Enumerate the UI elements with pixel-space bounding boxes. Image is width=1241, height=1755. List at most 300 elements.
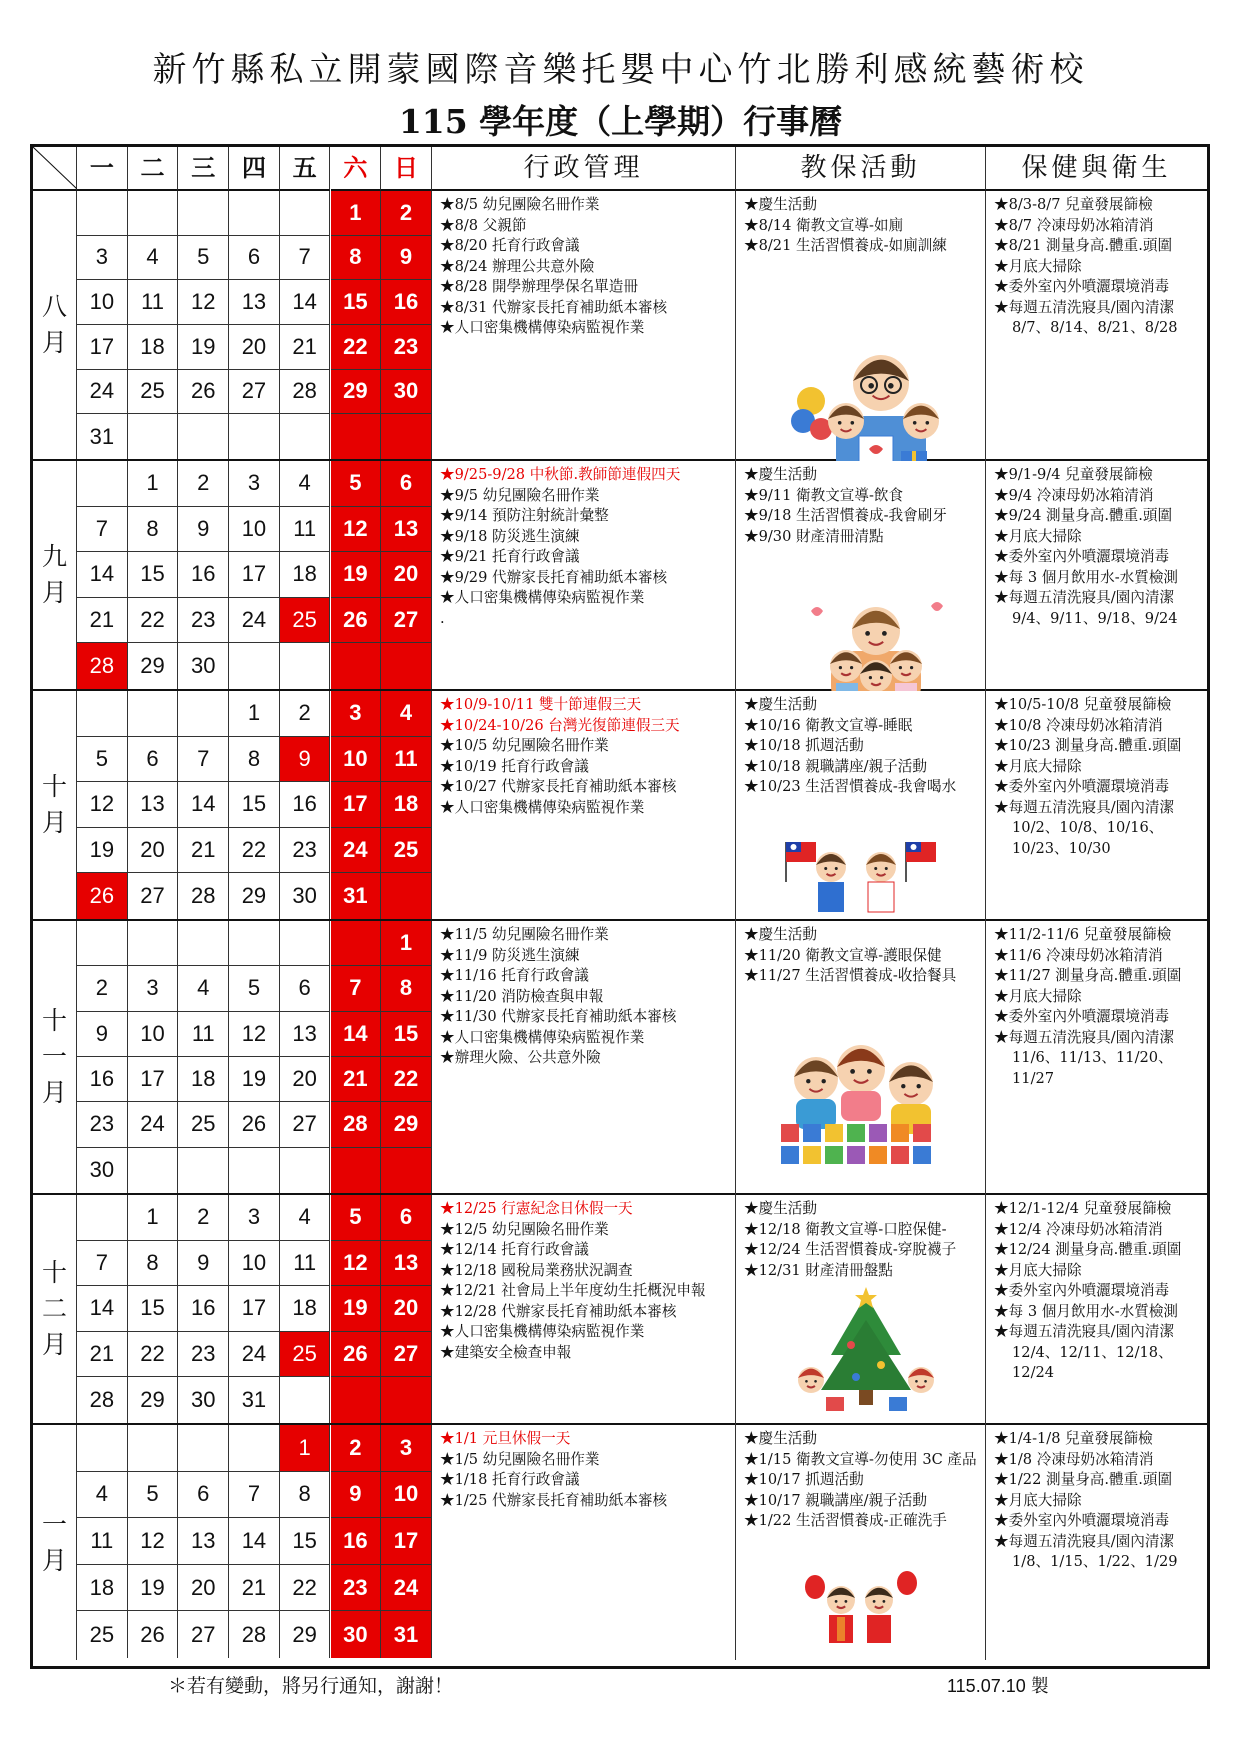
health-item: ★12/24 測量身高.體重.頭圍: [994, 1241, 1182, 1258]
day-cell: 1: [229, 691, 280, 737]
activities-item: ★慶生活動: [744, 696, 817, 713]
day-cell: 1: [280, 1425, 331, 1472]
day-cell: 22: [331, 325, 382, 370]
day-cell: 28: [77, 1377, 128, 1423]
day-cell: [381, 414, 432, 459]
health-item: ★月底大掃除: [994, 757, 1082, 775]
admin-item: ★9/18 防災逃生演練: [440, 527, 580, 545]
day-cell: [77, 461, 128, 507]
activities-item: ★10/23 生活習慣養成-我會喝水: [744, 778, 957, 795]
health-item: ★月底大掃除: [994, 1261, 1082, 1279]
day-cell: 8: [128, 1241, 179, 1287]
day-cell: 13: [229, 280, 280, 325]
health-item: ★10/8 冷凍母奶冰箱清消: [994, 716, 1163, 734]
christmas-tree-illustration: [791, 1285, 941, 1415]
day-cell: 21: [77, 598, 128, 644]
day-cell: 3: [77, 236, 128, 281]
health-column: [986, 191, 1207, 461]
day-cell: 7: [229, 1472, 280, 1519]
admin-item: ★10/19 托育行政會議: [440, 757, 589, 775]
admin-item: ★11/20 消防檢查與申報: [440, 987, 604, 1005]
day-cell: [381, 643, 432, 689]
day-cell: [229, 191, 280, 236]
day-cell: 25: [178, 1102, 229, 1147]
children-with-flags-illustration: [776, 837, 946, 917]
day-cell: 25: [77, 1611, 128, 1658]
month-label-char: 月: [41, 1330, 67, 1359]
day-cell: [178, 1425, 229, 1472]
day-cell: 20: [280, 1057, 331, 1102]
activities-column: [736, 921, 986, 1195]
admin-item: ★11/9 防災逃生演練: [440, 946, 580, 964]
health-column: [986, 691, 1207, 921]
day-cell: 10: [128, 1012, 179, 1057]
day-cell: 25: [280, 1332, 331, 1378]
health-item: ★9/1-9/4 兒童發展篩檢: [994, 466, 1153, 483]
admin-item: ★12/18 國稅局業務狀況調查: [440, 1261, 633, 1279]
day-cell: 21: [280, 325, 331, 370]
header-corner: [33, 147, 77, 191]
day-cell: 15: [229, 782, 280, 828]
day-cell: 14: [77, 552, 128, 598]
admin-item: ★人口密集機構傳染病監視作業: [440, 319, 645, 336]
day-cell: 20: [381, 1286, 432, 1332]
health-item: 10/2、10/8、10/16、10/23、10/30: [1012, 819, 1164, 857]
month-block: [33, 921, 1207, 1195]
day-cell: [229, 921, 280, 966]
month-label-char: 二: [41, 1294, 67, 1323]
day-cell: 19: [77, 828, 128, 874]
activities-column: [736, 1195, 986, 1425]
day-cell: 6: [280, 966, 331, 1011]
day-cell: [381, 1148, 432, 1193]
day-cell: 8: [331, 236, 382, 281]
activities-item: ★慶生活動: [744, 196, 817, 213]
day-cell: [178, 191, 229, 236]
day-cell: 29: [128, 643, 179, 689]
day-cell: 1: [128, 1195, 179, 1241]
weekday-header-sat: 六: [331, 147, 382, 191]
day-cell: 22: [128, 1332, 179, 1378]
activities-item: ★9/18 生活習慣養成-我會刷牙: [744, 507, 947, 524]
day-cell: 30: [77, 1148, 128, 1193]
day-cell: 23: [178, 1332, 229, 1378]
activities-item: ★11/20 衛教文宣導-護眼保健: [744, 946, 942, 964]
activities-item: ★12/24 生活習慣養成-穿脫襪子: [744, 1241, 957, 1258]
day-cell: 19: [331, 552, 382, 598]
day-cell: 26: [178, 370, 229, 415]
day-cell: 11: [280, 1241, 331, 1287]
day-cell: 5: [229, 966, 280, 1011]
day-cell: [77, 1195, 128, 1241]
admin-column: [432, 1195, 736, 1425]
admin-item: ★12/21 社會局上半年度幼生托概況申報: [440, 1282, 706, 1299]
day-cell: 28: [229, 1611, 280, 1658]
health-item: 8/7、8/14、8/21、8/28: [1012, 319, 1178, 336]
day-cell: 14: [178, 782, 229, 828]
month-label-char: 月: [41, 578, 67, 607]
day-cell: 29: [280, 1611, 331, 1658]
health-column: [986, 461, 1207, 691]
admin-item: ★9/14 預防注射統計彙整: [440, 507, 609, 524]
day-cell: 9: [381, 236, 432, 281]
activities-column: [736, 691, 986, 921]
day-cell: 9: [178, 507, 229, 553]
month-block: [33, 461, 1207, 691]
month-label-char: 十: [41, 1258, 67, 1287]
day-cell: 14: [280, 280, 331, 325]
day-cell: 23: [77, 1102, 128, 1147]
day-cell: 31: [331, 873, 382, 919]
day-cell: 2: [178, 461, 229, 507]
month-label: [33, 191, 77, 459]
day-cell: [229, 414, 280, 459]
month-label: [33, 1425, 77, 1660]
admin-item: ★8/5 幼兒團險名冊作業: [440, 196, 600, 213]
admin-item: ★人口密集機構傳染病監視作業: [440, 589, 645, 606]
day-cell: 6: [128, 737, 179, 783]
health-item: ★月底大掃除: [994, 257, 1082, 275]
day-cell: 7: [331, 966, 382, 1011]
day-cell: 18: [381, 782, 432, 828]
day-cell: [381, 1377, 432, 1423]
activities-item: ★12/18 衛教文宣導-口腔保健-: [744, 1220, 947, 1238]
health-item: ★委外室內外噴灑環境消毒: [994, 278, 1170, 295]
health-item: ★1/22 測量身高.體重.頭圍: [994, 1471, 1173, 1488]
admin-item: ★12/5 幼兒團險名冊作業: [440, 1220, 609, 1238]
day-cell: [77, 691, 128, 737]
day-cell: 16: [77, 1057, 128, 1102]
health-item: ★8/7 冷凍母奶冰箱清消: [994, 216, 1154, 234]
day-cell: 28: [178, 873, 229, 919]
day-cell: 19: [331, 1286, 382, 1332]
admin-column: [432, 1425, 736, 1660]
day-cell: [280, 643, 331, 689]
day-cell: 21: [229, 1565, 280, 1612]
activities-item: ★10/17 抓週活動: [744, 1471, 864, 1488]
day-cell: 1: [381, 921, 432, 966]
admin-item: ★人口密集機構傳染病監視作業: [440, 798, 645, 816]
admin-item: ★10/27 代辦家長托育補助紙本審核: [440, 778, 677, 795]
month-label-char: 一: [41, 1509, 67, 1539]
day-cell: 31: [229, 1377, 280, 1423]
day-cell: 28: [280, 370, 331, 415]
day-cell: 25: [280, 598, 331, 644]
day-cell: 5: [178, 236, 229, 281]
day-cell: 16: [178, 1286, 229, 1332]
day-cell: 30: [280, 873, 331, 919]
admin-item: ★10/9-10/11 雙十節連假三天: [440, 696, 642, 713]
month-label: [33, 921, 77, 1193]
day-cell: 9: [280, 737, 331, 783]
day-cell: 18: [128, 325, 179, 370]
day-cell: 10: [229, 1241, 280, 1287]
activities-item: ★1/15 衛教文宣導-勿使用 3C 產品: [744, 1450, 977, 1468]
admin-item: ★9/29 代辦家長托育補助紙本審核: [440, 568, 668, 586]
month-label: [33, 691, 77, 919]
weekday-header-wed: 三: [178, 147, 229, 191]
day-cell: 3: [229, 461, 280, 507]
day-cell: [280, 921, 331, 966]
made-date: 115.07.10 製: [947, 1676, 1049, 1696]
day-cell: 10: [381, 1472, 432, 1519]
day-cell: 4: [381, 691, 432, 737]
day-cell: 22: [128, 598, 179, 644]
day-cell: 24: [229, 598, 280, 644]
day-cell: 30: [331, 1611, 382, 1658]
weekday-header-mon: 一: [77, 147, 128, 191]
day-cell: 23: [381, 325, 432, 370]
admin-item: ★8/28 開學辦理學保名單造冊: [440, 278, 638, 295]
day-cell: 3: [128, 966, 179, 1011]
teacher-hugging-children-illustration: [791, 591, 961, 691]
day-cell: 16: [178, 552, 229, 598]
day-cell: 3: [331, 691, 382, 737]
admin-item: ★8/31 代辦家長托育補助紙本審核: [440, 298, 668, 316]
day-cell: [331, 1377, 382, 1423]
day-cell: 5: [331, 1195, 382, 1241]
day-cell: 12: [331, 1241, 382, 1287]
father-and-children-illustration: [781, 321, 971, 461]
health-item: ★委外室內外噴灑環境消毒: [994, 548, 1170, 565]
day-cell: 13: [280, 1012, 331, 1057]
admin-item: ★12/14 托育行政會議: [440, 1241, 589, 1258]
day-cell: 20: [229, 325, 280, 370]
footnote: ＊若有變動，將另行通知，謝謝！: [168, 1675, 454, 1697]
children-playing-blocks-illustration: [766, 1029, 956, 1179]
admin-item: ★8/20 托育行政會議: [440, 237, 580, 254]
month-block: [33, 1195, 1207, 1425]
health-item: ★1/8 冷凍母奶冰箱清消: [994, 1450, 1154, 1468]
admin-item: ★建築安全檢查申報: [440, 1343, 572, 1361]
day-cell: [178, 1148, 229, 1193]
day-cell: [128, 1148, 179, 1193]
day-cell: [178, 691, 229, 737]
day-cell: [280, 1377, 331, 1423]
activities-item: ★9/30 財產清冊清點: [744, 527, 884, 545]
day-cell: 11: [178, 1012, 229, 1057]
month-label-char: 月: [41, 808, 67, 837]
page-subtitle: 115 學年度（上學期）行事曆: [398, 102, 843, 141]
day-cell: [128, 414, 179, 459]
day-cell: 9: [331, 1472, 382, 1519]
admin-item: ★11/30 代辦家長托育補助紙本審核: [440, 1008, 677, 1025]
day-cell: 20: [128, 828, 179, 874]
day-cell: 5: [77, 737, 128, 783]
page-title: 新竹縣私立開蒙國際音樂托嬰中心竹北勝利感統藝術校: [152, 50, 1089, 90]
day-cell: 26: [331, 1332, 382, 1378]
activities-item: ★10/17 親職講座/親子活動: [744, 1491, 927, 1509]
day-cell: 6: [178, 1472, 229, 1519]
health-item: ★11/2-11/6 兒童發展篩檢: [994, 926, 1172, 943]
month-block: [33, 191, 1207, 461]
weekday-header-tue: 二: [128, 147, 179, 191]
day-cell: 24: [331, 828, 382, 874]
day-cell: 25: [128, 370, 179, 415]
day-cell: 17: [331, 782, 382, 828]
day-cell: 10: [331, 737, 382, 783]
day-cell: 22: [381, 1057, 432, 1102]
day-cell: 17: [381, 1518, 432, 1565]
day-cell: 4: [280, 461, 331, 507]
day-cell: 6: [381, 461, 432, 507]
health-column-header: 保健與衛生: [986, 147, 1207, 191]
day-cell: [331, 643, 382, 689]
day-cell: 24: [229, 1332, 280, 1378]
month-label: [33, 1195, 77, 1423]
day-cell: 15: [280, 1518, 331, 1565]
day-cell: 24: [128, 1102, 179, 1147]
day-cell: 7: [280, 236, 331, 281]
calendar-table: [30, 144, 1210, 1669]
day-cell: 13: [128, 782, 179, 828]
activities-column-header: 教保活動: [736, 147, 986, 191]
health-item: ★11/6 冷凍母奶冰箱清消: [994, 946, 1163, 964]
day-cell: 12: [331, 507, 382, 553]
day-cell: 15: [381, 1012, 432, 1057]
admin-item: ★10/5 幼兒團險名冊作業: [440, 737, 609, 754]
day-cell: 21: [178, 828, 229, 874]
month-label: [33, 461, 77, 689]
day-cell: 31: [77, 414, 128, 459]
health-column: [986, 1425, 1207, 1660]
day-cell: 27: [381, 1332, 432, 1378]
day-cell: [128, 191, 179, 236]
health-item: 12/4、12/11、12/18、12/24: [1012, 1343, 1173, 1381]
day-cell: 31: [381, 1611, 432, 1658]
day-cell: 11: [77, 1518, 128, 1565]
day-cell: 18: [280, 552, 331, 598]
day-cell: 13: [178, 1518, 229, 1565]
activities-item: ★8/14 衛教文宣導-如廁: [744, 216, 904, 234]
admin-column-header: 行政管理: [432, 147, 736, 191]
admin-item: ★1/1 元旦休假一天: [440, 1430, 571, 1447]
day-cell: 22: [280, 1565, 331, 1612]
day-cell: 30: [178, 643, 229, 689]
day-cell: [229, 1148, 280, 1193]
activities-item: ★8/21 生活習慣養成-如廁訓練: [744, 237, 947, 254]
month-label-char: 月: [41, 1078, 67, 1107]
day-cell: 18: [178, 1057, 229, 1102]
day-cell: 26: [331, 598, 382, 644]
day-cell: 15: [331, 280, 382, 325]
day-cell: 7: [77, 1241, 128, 1287]
health-item: ★每 3 個月飲用水-水質檢測: [994, 568, 1179, 586]
activities-item: ★慶生活動: [744, 1430, 817, 1447]
day-cell: 2: [178, 1195, 229, 1241]
admin-item: ★1/18 托育行政會議: [440, 1471, 580, 1488]
day-cell: 11: [381, 737, 432, 783]
day-cell: 13: [381, 507, 432, 553]
day-cell: 2: [77, 966, 128, 1011]
health-item: ★每週五清洗寢具/園內清潔: [994, 298, 1175, 316]
day-cell: 28: [331, 1102, 382, 1147]
day-cell: 16: [331, 1518, 382, 1565]
month-label-char: 九: [41, 542, 67, 571]
admin-column: [432, 921, 736, 1195]
health-item: ★委外室內外噴灑環境消毒: [994, 1512, 1170, 1529]
health-item: ★12/4 冷凍母奶冰箱清消: [994, 1220, 1163, 1238]
health-column: [986, 1195, 1207, 1425]
day-cell: 25: [381, 828, 432, 874]
day-cell: 29: [229, 873, 280, 919]
health-item: ★10/5-10/8 兒童發展篩檢: [994, 696, 1172, 713]
admin-item: ★11/5 幼兒團險名冊作業: [440, 926, 609, 943]
admin-item: ★9/21 托育行政會議: [440, 548, 580, 565]
day-cell: 10: [229, 507, 280, 553]
day-cell: 26: [128, 1611, 179, 1658]
day-cell: 19: [178, 325, 229, 370]
day-cell: 2: [381, 191, 432, 236]
admin-item: ★9/5 幼兒團險名冊作業: [440, 486, 600, 504]
day-cell: 27: [229, 370, 280, 415]
day-cell: 12: [128, 1518, 179, 1565]
day-cell: 17: [77, 325, 128, 370]
day-cell: 24: [381, 1565, 432, 1612]
day-cell: 23: [178, 598, 229, 644]
day-cell: [128, 691, 179, 737]
day-cell: 1: [128, 461, 179, 507]
admin-item: ★1/5 幼兒團險名冊作業: [440, 1450, 600, 1468]
day-cell: 11: [128, 280, 179, 325]
day-cell: 28: [77, 643, 128, 689]
day-cell: 26: [229, 1102, 280, 1147]
day-cell: 8: [229, 737, 280, 783]
day-cell: 7: [77, 507, 128, 553]
day-cell: 27: [280, 1102, 331, 1147]
day-cell: 14: [77, 1286, 128, 1332]
health-item: ★每 3 個月飲用水-水質檢測: [994, 1302, 1179, 1320]
day-cell: 12: [229, 1012, 280, 1057]
health-item: ★8/3-8/7 兒童發展篩檢: [994, 196, 1153, 213]
admin-column: [432, 191, 736, 461]
day-cell: [381, 873, 432, 919]
admin-item: ★1/25 代辦家長托育補助紙本審核: [440, 1491, 668, 1509]
activities-item: ★10/16 衛教文宣導-睡眠: [744, 716, 913, 734]
day-cell: 4: [128, 236, 179, 281]
activities-item: ★12/31 財產清冊盤點: [744, 1261, 893, 1279]
health-item: ★每週五清洗寢具/園內清潔: [994, 1028, 1175, 1046]
health-column: [986, 921, 1207, 1195]
day-cell: 30: [178, 1377, 229, 1423]
admin-item: ★人口密集機構傳染病監視作業: [440, 1323, 645, 1340]
day-cell: 23: [331, 1565, 382, 1612]
activities-column: [736, 461, 986, 691]
day-cell: 21: [77, 1332, 128, 1378]
day-cell: 8: [280, 1472, 331, 1519]
day-cell: 26: [77, 873, 128, 919]
health-item: ★9/24 測量身高.體重.頭圍: [994, 507, 1173, 524]
day-cell: 1: [331, 191, 382, 236]
day-cell: 5: [128, 1472, 179, 1519]
health-item: ★月底大掃除: [994, 987, 1082, 1005]
day-cell: 16: [280, 782, 331, 828]
health-item: 1/8、1/15、1/22、1/29: [1012, 1553, 1178, 1570]
day-cell: 17: [229, 552, 280, 598]
activities-item: ★10/18 親職講座/親子活動: [744, 757, 927, 775]
lunar-new-year-children-illustration: [801, 1565, 921, 1645]
day-cell: 18: [280, 1286, 331, 1332]
day-cell: 3: [229, 1195, 280, 1241]
day-cell: 22: [229, 828, 280, 874]
day-cell: 10: [77, 280, 128, 325]
day-cell: 6: [381, 1195, 432, 1241]
health-item: ★委外室內外噴灑環境消毒: [994, 1282, 1170, 1299]
activities-item: ★1/22 生活習慣養成-正確洗手: [744, 1512, 947, 1529]
month-label-char: 十: [41, 1006, 67, 1035]
health-item: ★每週五清洗寢具/園內清潔: [994, 589, 1175, 606]
day-cell: 5: [331, 461, 382, 507]
